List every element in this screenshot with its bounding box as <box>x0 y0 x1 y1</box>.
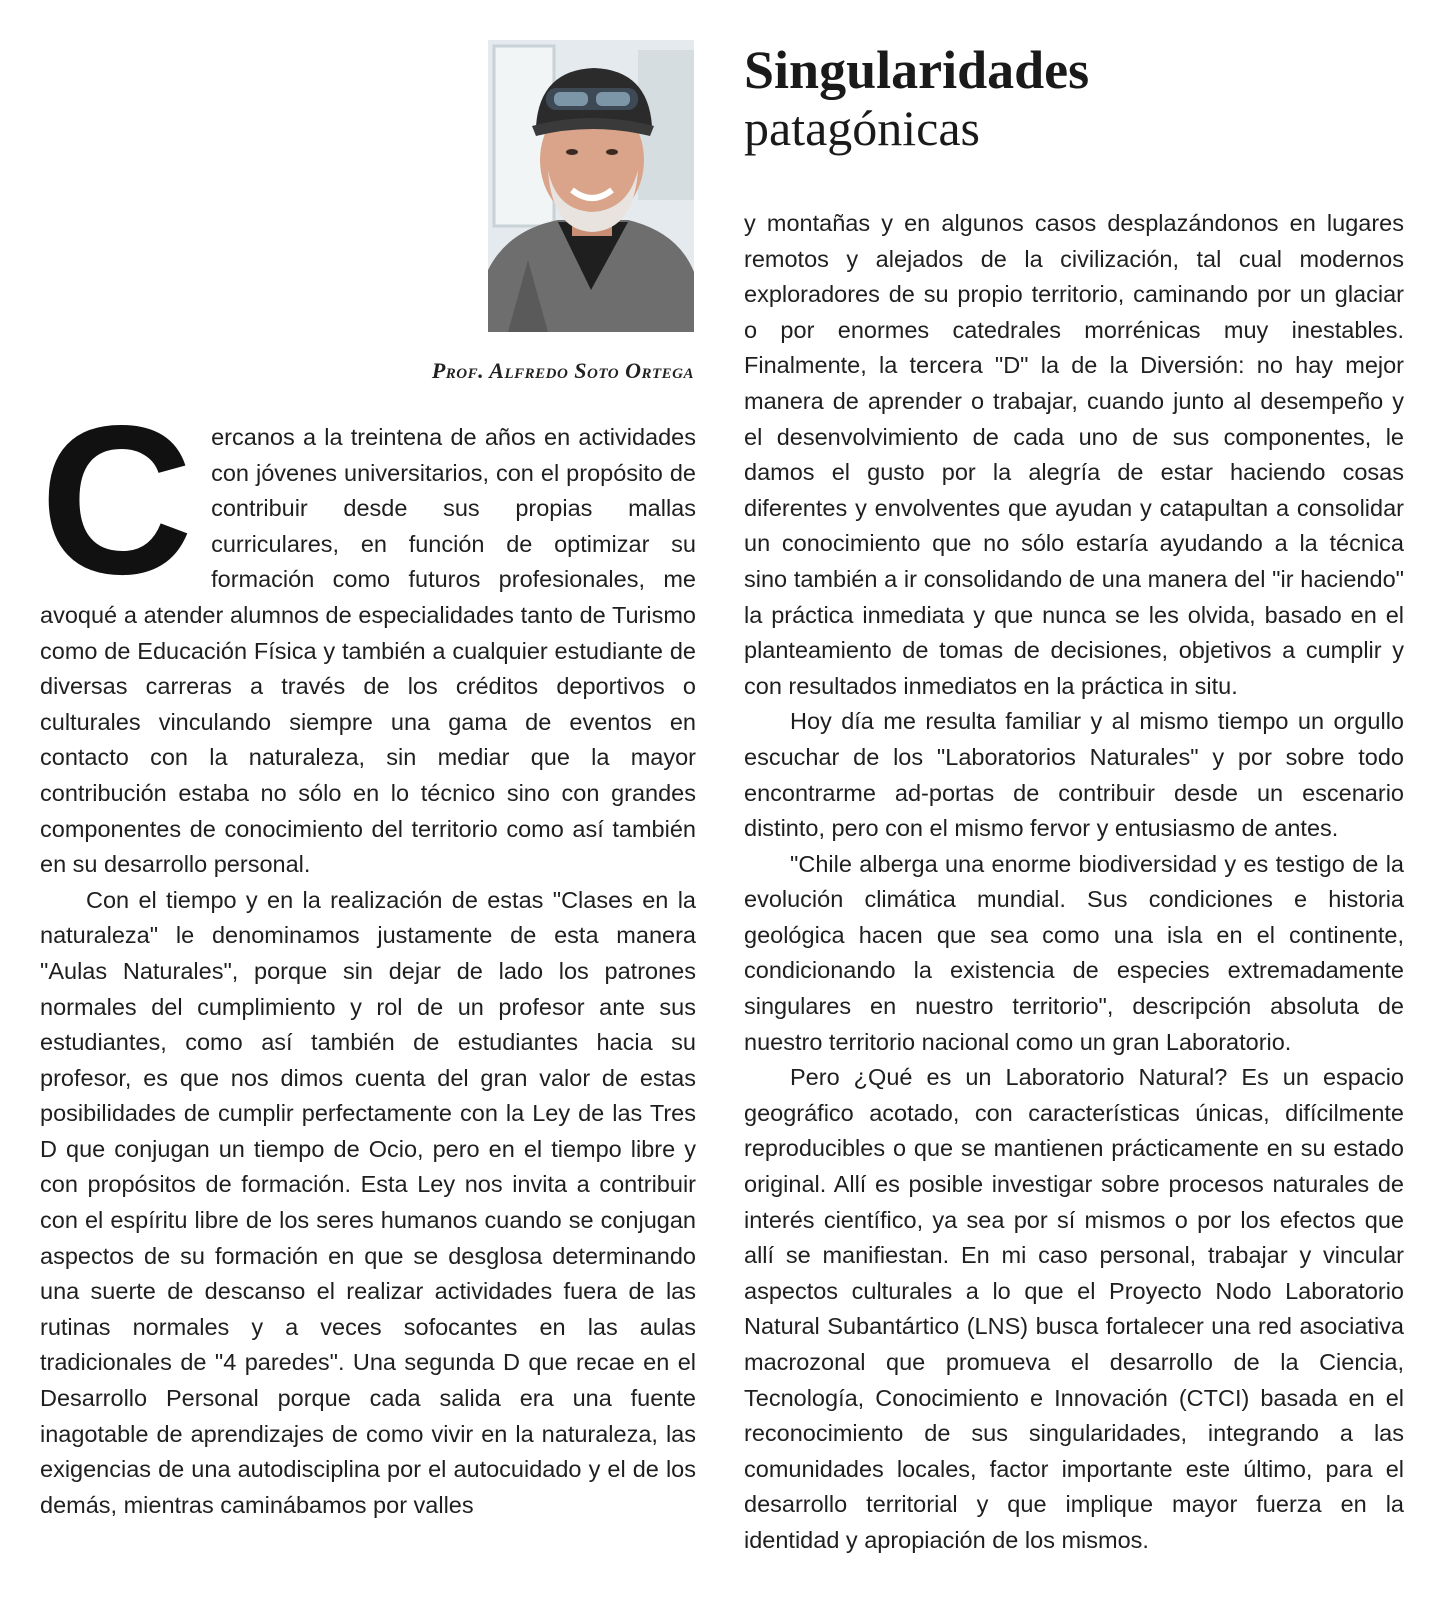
author-portrait-icon <box>488 40 694 332</box>
article-subtitle: patagónicas <box>744 100 981 156</box>
paragraph: Pero ¿Qué es un Laboratorio Natural? Es un espacio geográfico acotado, con características únicas, difícilmente reproducibles o que se mantienen prácticamente en su estado original. Allí es posible investigar sobre procesos naturales de interés científico, ya sea por sí mismos o por los efectos que allí se manifiestan. En mi caso personal, trabajar y vincular aspectos culturales a lo que el Proyecto Nodo Laboratorio Natural Subantártico (LNS) busca fortalecer una red asociativa macrozonal que promueva el desarrollo de la Ciencia, Tecnología, Conocimiento e Innovación (CTCI) basada en el reconocimiento de sus singularidades, integrando a las comunidades locales, factor importante este último, para el desarrollo territorial y que implique mayor fuerza en la identidad y apropiación de los mismos. <box>744 1064 1404 1553</box>
article-title: Singularidades <box>744 40 1090 100</box>
paragraph: Con el tiempo y en la realización de estas "Clases en la naturaleza" le denominamos justamente de esta manera "Aulas Naturales", porque sin dejar de lado los patrones normales del cumplimiento y rol de un profesor ante sus estudiantes, como así también de estudiantes hacia su profesor, es que nos dimos cuenta del gran valor de estas posibilidades de cumplir perfectamente con la Ley de las Tres D que conjugan un tiempo de Ocio, pero en el tiempo libre y con propósitos de formación. Esta Ley nos invita a contribuir con el espíritu libre de los seres humanos cuando se conjugan aspectos de su formación en que se desglosa determinando una suerte de descanso el realizar actividades fuera de las rutinas normales y a veces sofocantes en las aulas tradicionales de "4 paredes". Una segunda D que recae en el Desarrollo Personal porque cada salida era una fuente inagotable de aprendizajes de como vivir en la naturaleza, las exigencias de una autodisciplina por el autocuidado y el de los demás, mientras caminábamos por valles <box>40 886 696 1518</box>
drop-cap: C <box>40 381 194 618</box>
author-photo <box>488 40 694 332</box>
paragraph: y montañas y en algunos casos desplazándonos en lugares remotos y alejados de la civilización, tal cual modernos exploradores de su propio territorio, caminando por un glaciar o por enormes catedrales morrénicas muy inestables. Finalmente, la tercera "D" la de la Diversión: no hay mejor manera de aprender o trabajar, cuando junto al desempeño y el desenvolvimiento de cada uno de sus componentes, le damos el gusto por la alegría de estar haciendo cosas diferentes y envolventes que ayudan y catapultan a consolidar un conocimiento que no sólo estaría ayudando a la técnica sino también a ir consolidando de una manera del "ir haciendo" la práctica inmediata y que nunca se les olvida, basado en el planteamiento de tomas de decisiones, objetivos a cumplir y con resultados inmediatos en la práctica in situ. <box>744 210 1404 699</box>
paragraph: Hoy día me resulta familiar y al mismo tiempo un orgullo escuchar de los "Laboratorios Naturales" y por sobre todo encontrarme ad-portas de contribuir desde un escenario distinto, pero con el mismo fervor y entusiasmo de antes. <box>744 708 1404 842</box>
left-text-column <box>40 381 696 1523</box>
right-text-column <box>744 206 1404 1559</box>
article-title-block <box>744 40 1404 156</box>
paragraph: "Chile alberga una enorme biodiversidad y es testigo de la evolución climática mundial. Sus condiciones e historia geológica hacen que sea como una isla en el continente, condicionando la existencia de especies extremadamente singulares en nuestro territorio", descripción absoluta de nuestro territorio nacional como un gran Laboratorio. <box>744 850 1404 1055</box>
author-byline: Prof. Alfredo Soto Ortega <box>431 358 694 383</box>
paragraph-text: ercanos a la treintena de años en actividades con jóvenes universitarios, con el propósito de contribuir desde sus propias mallas curriculares, en función de optimizar su formación como futuros profesionales, me avoqué a atender alumnos de especialidades tanto de Turismo como de Educación Física y también a cualquier estudiante de diversas carreras a través de los créditos deportivos o culturales vinculando siempre una gama de eventos en contacto con la naturaleza, sin mediar que la mayor contribución estaba no sólo en lo técnico sino con grandes componentes de conocimiento del territorio como así también en su desarrollo personal. <box>40 424 696 878</box>
paragraph <box>40 381 696 883</box>
